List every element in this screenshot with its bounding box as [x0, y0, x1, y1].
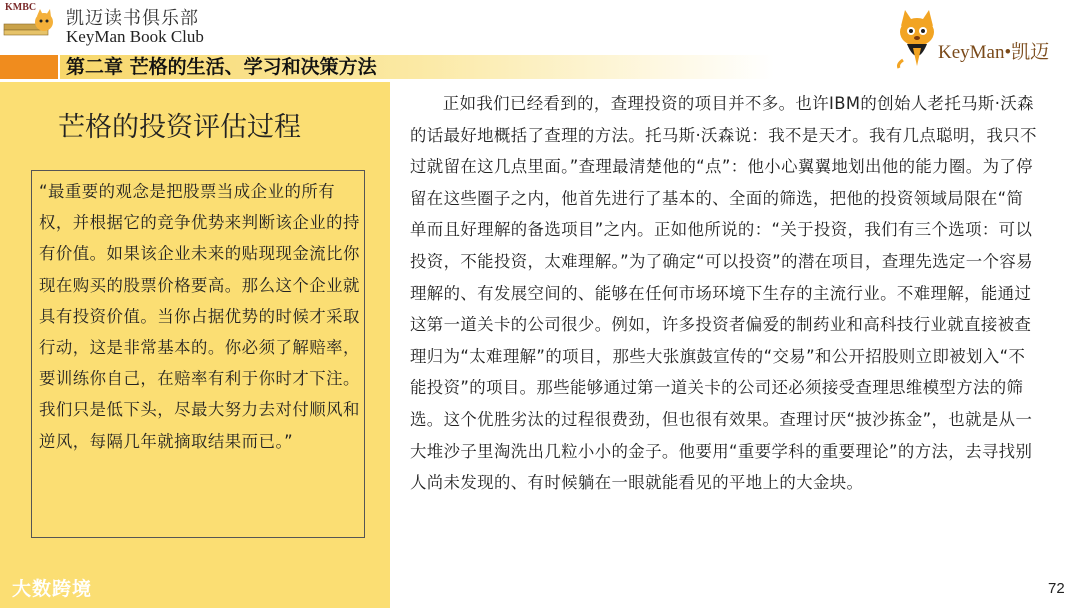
page-number: 72	[1048, 580, 1065, 597]
club-name-cn: 凯迈读书俱乐部	[66, 8, 199, 29]
chapter-band-accent	[0, 55, 58, 79]
club-name-en: KeyMan Book Club	[66, 27, 204, 46]
chapter-title: 第二章 芒格的生活、学习和决策方法	[66, 56, 377, 78]
brand-text: KeyMan•凯迈	[938, 42, 1050, 63]
logo-tag: KMBC	[5, 2, 37, 13]
watermark-logo: 大数跨境	[12, 578, 93, 600]
cat-mascot-icon	[893, 8, 941, 70]
body-paragraph: 正如我们已经看到的，查理投资的项目并不多。也许IBM的创始人老托马斯·沃森的话最好地概括了查理的方法。托马斯·沃森说：我不是天才。我有几点聪明，我只不过就留在这几点里面。”查理最清楚他的“点”：他小心翼翼地划出他的能力圈。为了停留在这些圈子之内，他首先进行了基本的、全面的筛选，把他的投资领域局限在“简单而且好理解的备选项目”之内。正如他所说的：“关于投资，我们有三个选项：可以投资，不能投资，太难理解。”为了确定“可以投资”的潜在项目，查理先选定一个容易理解的、有发展空间的、能够在任何市场环境下生存的主流行业。不难理解，能通过这第一道关卡的公司很少。例如，许多投资者偏爱的制药业和高科技行业就直接被查理归为“太难理解”的项目，那些大张旗鼓宣传的“交易”和公开招股则立即被划入“不能投资”的项目。那些能够通过第一道关卡的公司还必须接受查理思维模型方法的筛选。这个优胜劣汰的过程很费劲，但也很有效果。查理讨厌“披沙拣金”，也就是从一大堆沙子里淘洗出几粒小小的金子。他要用“重要学科的重要理论”的方法，去寻找别人尚未发现的、有时候躺在一眼就能看见的平地上的大金块。	[410, 94, 1037, 493]
quote-text: “最重要的观念是把股票当成企业的所有权，并根据它的竞争优势来判断该企业的持有价值。如果该企业未来的贴现现金流比你现在购买的股票价格要高。那么这个企业就具有投资价值。当你占据优势的时候才采取行动，这是非常基本的。你必须了解赔率，要训练你自己，在赔率有利于你时才下注。我们只是低下头，尽最大努力去对付顺风和逆风，每隔几年就摘取结果而已。”	[39, 182, 360, 451]
section-title: 芒格的投资评估过程	[58, 112, 301, 143]
